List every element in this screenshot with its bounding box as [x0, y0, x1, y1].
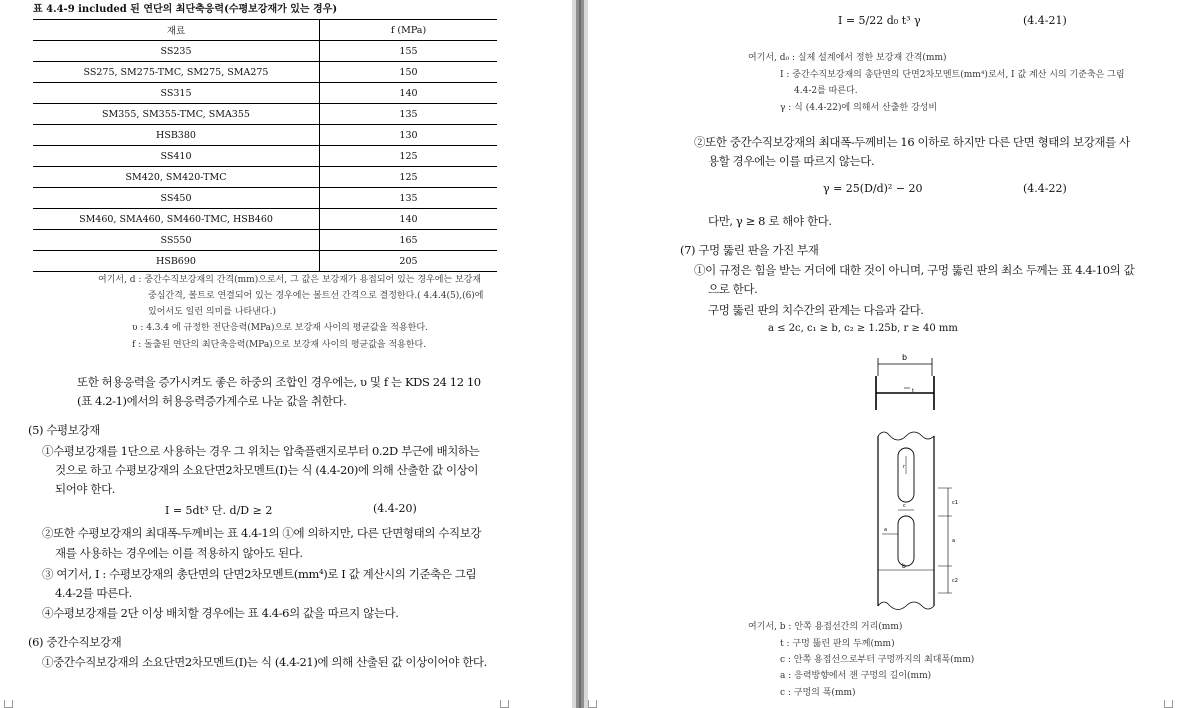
margin-mark [4, 700, 13, 708]
header-f: f (MPa) [320, 20, 498, 41]
paragraph-line: 재를 사용하는 경우에는 이를 적용하지 않아도 된다. [55, 546, 303, 560]
figure-legend: t : 구멍 뚫린 판의 두께(mm) [780, 639, 895, 649]
cell-steel: HSB380 [33, 125, 320, 146]
margin-mark [588, 700, 597, 708]
table-row [33, 167, 497, 188]
dimension-relations: a ≤ 2c, c₁ ≥ b, c₂ ≥ 1.25b, r ≥ 40 mm [768, 323, 958, 334]
cell-f: 140 [320, 83, 498, 104]
fig-label-t: t [912, 388, 914, 394]
table-row [33, 83, 497, 104]
page-gutter [572, 0, 588, 708]
cell-f: 125 [320, 167, 498, 188]
cell-steel: SM460, SMA460, SM460-TMC, HSB460 [33, 209, 320, 230]
right-page [588, 0, 1177, 708]
table-row [33, 209, 497, 230]
equation-number: (4.4-20) [373, 502, 417, 515]
steel-stress-table [33, 19, 497, 272]
header-steel: 재료 [33, 20, 320, 41]
paragraph-line: ④수평보강재를 2단 이상 배치할 경우에는 표 4.4-6의 값을 따르지 않는다. [42, 606, 399, 620]
cell-steel: SM420, SM420-TMC [33, 167, 320, 188]
cell-f: 130 [320, 125, 498, 146]
table-caption: 표 4.4-9 included 된 연단의 최단축응력(수평보강재가 있는 경우) [33, 4, 338, 15]
cell-f: 140 [320, 209, 498, 230]
paragraph-line: ①중간수직보강재의 소요단면2차모멘트(I)는 식 (4.4-21)에 의해 산출된 값 이상이어야 한다. [42, 655, 487, 669]
paragraph-line: 구멍 뚫린 판의 치수간의 관계는 다음과 같다. [708, 303, 924, 317]
table-note: 여기서, d : 중간수직보강재의 간격(mm)으로서, 그 값은 보강재가 용접되어 있는 경우에는 보강재 [98, 275, 482, 285]
paragraph-line: ②또한 중간수직보강재의 최대폭-두께비는 16 이하로 하지만 다른 단면 형태의 보강재를 사 [694, 135, 1130, 149]
paragraph-line: (표 4.2-1)에서의 허용응력증가계수로 나눈 값을 취한다. [77, 394, 347, 408]
cell-steel: SS315 [33, 83, 320, 104]
eq21-note: γ : 식 (4.4-22)에 의해서 산출한 강성비 [780, 103, 938, 113]
paragraph-line: ①수평보강재를 1단으로 사용하는 경우 그 위치는 압축플랜지로부터 0.2D 부근에 배치하는 [42, 444, 480, 458]
table-row [33, 188, 497, 209]
table-row [33, 251, 497, 272]
left-page [0, 0, 572, 708]
paragraph-line: ②또한 수평보강재의 최대폭-두께비는 표 4.4-1의 ①에 의하지만, 다른 단면형태의 수직보강 [42, 526, 482, 540]
section-7-title: (7) 구멍 뚫린 판을 가진 부재 [680, 243, 819, 257]
cell-f: 125 [320, 146, 498, 167]
equation-4-4-21: I = 5/22 d₀ t³ γ [838, 14, 921, 27]
cell-steel: HSB690 [33, 251, 320, 272]
table-row [33, 41, 497, 62]
fig-label-r: r [903, 464, 906, 470]
figure-legend: c : 안쪽 용접선으로부터 구멍까지의 최대폭(mm) [780, 655, 975, 665]
cell-f: 205 [320, 251, 498, 272]
section-5-title: (5) 수평보강재 [28, 423, 100, 437]
fig-label-b-top: b [902, 353, 908, 362]
fig-label-c: c [903, 503, 906, 509]
paragraph-line: 으로 한다. [708, 282, 758, 296]
table-row [33, 104, 497, 125]
equation-4-4-20: I = 5dt³ 단. d/D ≥ 2 [165, 504, 273, 517]
cell-f: 135 [320, 104, 498, 125]
margin-mark [1164, 700, 1173, 708]
paragraph-line: ①이 규정은 힘을 받는 거더에 대한 것이 아니며, 구멍 뚫린 판의 최소 두께는 표 4.4-10의 값 [694, 263, 1135, 277]
cell-steel: SS235 [33, 41, 320, 62]
eq21-note: 4.4-2를 따른다. [794, 86, 858, 96]
paragraph-line: 되어야 한다. [55, 482, 116, 496]
cell-f: 155 [320, 41, 498, 62]
paragraph-line: 것으로 하고 수평보강재의 소요단면2차모멘트(I)는 식 (4.4-20)에 의해 산출한 값 이상이 [55, 463, 479, 477]
table-row [33, 230, 497, 251]
perforated-plate-figure [858, 348, 968, 613]
eq21-note: I : 중간수직보강재의 총단면의 단면2차모멘트(mm⁴)로서, I 값 계산 시의 기준축은 그림 [780, 70, 1125, 80]
cell-f: 135 [320, 188, 498, 209]
fig-label-c2: c2 [952, 578, 958, 584]
table-note: υ : 4.3.4 에 규정한 전단응력(MPa)으로 보강재 사이의 평균값을 적용한다. [132, 323, 428, 333]
table-row [33, 62, 497, 83]
eq21-note: 여기서, d₀ : 실제 설계에서 정한 보강재 간격(mm) [748, 53, 947, 63]
table-header-row [33, 20, 497, 41]
cell-steel: SS410 [33, 146, 320, 167]
figure-legend: c : 구멍의 폭(mm) [780, 688, 856, 698]
fig-label-a: a [952, 538, 956, 544]
table-note: 중심간격, 볼트로 연결되어 있는 경우에는 볼트선 간격으로 결정한다.( 4.4.4(5),(6)에 [148, 291, 484, 301]
cell-steel: SS450 [33, 188, 320, 209]
paragraph-line: 또한 허용응력을 증가시켜도 좋은 하중의 조합인 경우에는, υ 및 f 는 KDS 24 12 10 [77, 375, 481, 389]
equation-number: (4.4-22) [1023, 182, 1067, 195]
fig-label-c1: c1 [952, 500, 958, 506]
figure-legend: 여기서, b : 안쪽 용접선간의 거리(mm) [748, 622, 903, 632]
paragraph-line: 4.4-2를 따른다. [55, 586, 132, 600]
cell-steel: SS275, SM275-TMC, SM275, SMA275 [33, 62, 320, 83]
margin-mark [500, 700, 509, 708]
section-6-title: (6) 중간수직보강재 [28, 635, 122, 649]
table-note: f : 돌출된 연단의 최단축응력(MPa)으로 보강재 사이의 평균값을 적용한다. [132, 340, 427, 350]
cell-steel: SM355, SM355-TMC, SMA355 [33, 104, 320, 125]
cell-steel: SS550 [33, 230, 320, 251]
cell-f: 165 [320, 230, 498, 251]
table-row [33, 146, 497, 167]
equation-4-4-22: γ = 25(D/d)² − 20 [823, 182, 923, 195]
equation-number: (4.4-21) [1023, 14, 1067, 27]
cell-f: 150 [320, 62, 498, 83]
paragraph-line: ③ 여기서, I : 수평보강재의 총단면의 단면2차모멘트(mm⁴)로 I 값 계산시의 기준축은 그림 [42, 567, 477, 581]
paragraph-line: 다만, γ ≥ 8 로 해야 한다. [708, 214, 832, 228]
paragraph-line: 용할 경우에는 이를 따르지 않는다. [708, 154, 875, 168]
table-note: 있어서도 일런 의미를 나타낸다.) [148, 307, 276, 317]
svg-text:a: a [884, 527, 888, 533]
table-row [33, 125, 497, 146]
fig-label-b-mid: b [902, 563, 906, 570]
figure-legend: a : 응력방향에서 잰 구멍의 길이(mm) [780, 671, 932, 681]
